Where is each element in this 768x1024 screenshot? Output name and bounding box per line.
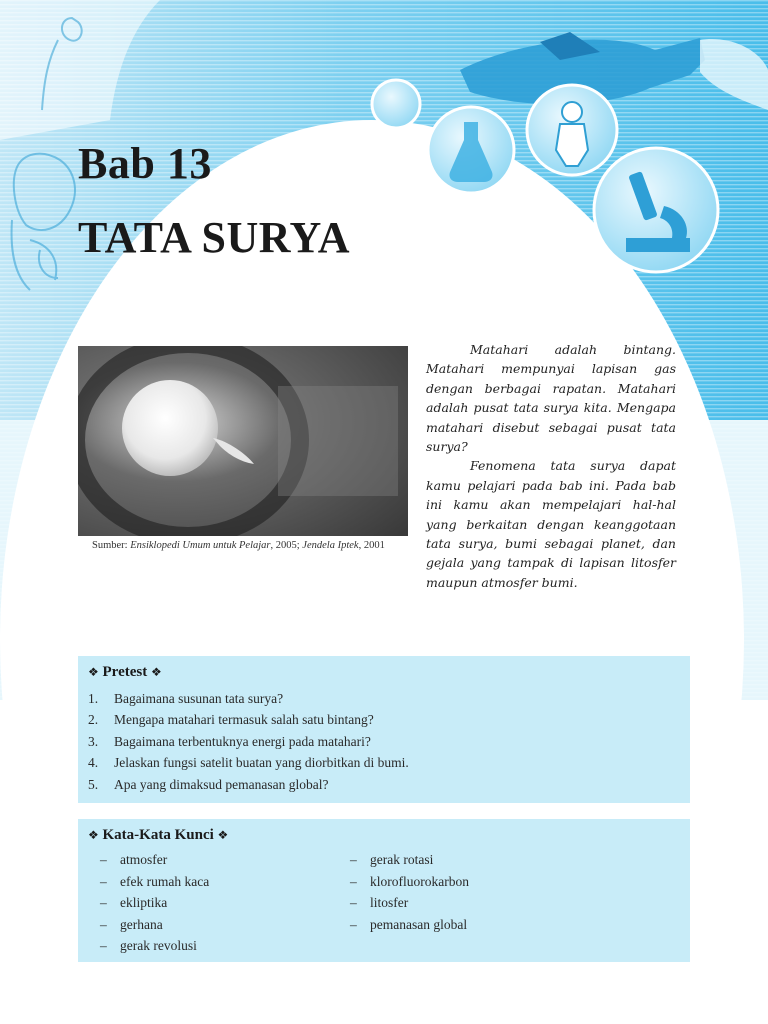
chapter-title: TATA SURYA [78,213,351,262]
flask-icon [428,107,514,193]
keywords-box [78,819,690,962]
list-item: – klorofluorokarbon [350,873,469,889]
astronaut-icon [527,85,617,175]
keywords-list-left [100,849,209,957]
list-item: 1. Bagaimana susunan tata surya? [88,691,284,706]
keywords-list-right [350,849,469,935]
intro-paragraph: Fenomena tata surya dapat kamu pelajari pada bab ini. Pada bab ini kamu akan mempelajari hal-hal yang berkaitan dengan keanggotaan tata surya, bumi sebagai planet, dan gejala yang tampak di lapisan litosfer maupun atmosfer bumi. [426,458,676,590]
list-item: – litosfer [350,895,409,911]
list-item: – gerak rotasi [350,852,434,867]
list-item: – efek rumah kaca [100,873,210,889]
diamond-icon: ❖ [217,828,229,842]
list-item: 2. Mengapa matahari termasuk salah satu bintang? [88,712,374,728]
pretest-list [88,688,409,795]
list-item: – gerak revolusi [100,938,197,954]
list-item: – gerhana [100,916,163,932]
figure-caption: Sumber: Ensiklopedi Umum untuk Pelajar, 2005; Jendela Iptek, 2001 [92,540,385,551]
list-item: – ekliptika [100,895,168,911]
caption-source-2: Jendela Iptek [302,540,359,551]
intro-text [426,340,676,592]
diamond-icon: ❖ [150,665,162,679]
list-item: 4. Jelaskan fungsi satelit buatan yang diorbitkan di bumi. [88,755,409,771]
pretest-heading: ❖ Pretest ❖ [88,664,162,680]
list-item: 3. Bagaimana terbentuknya energi pada matahari? [88,733,371,749]
pretest-box [78,656,690,803]
chapter-number: Bab 13 [78,139,212,188]
intro-paragraph: Matahari adalah bintang. Matahari mempunyai lapisan gas dengan berbagai rapatan. Matahari adalah pusat tata surya kita. Mengapa matahari disebut sebagai pusat tata surya? [426,342,676,455]
list-item: – pemanasan global [350,916,468,932]
sun-photo [78,346,408,536]
keywords-heading: ❖ Kata-Kata Kunci ❖ [88,827,229,843]
diamond-icon: ❖ [88,665,99,679]
microscope-icon [594,148,718,272]
list-item: – atmosfer [100,852,168,867]
diamond-icon: ❖ [88,828,99,842]
list-item: 5. Apa yang dimaksud pemanasan global? [88,776,329,792]
caption-source-1: Ensiklopedi Umum untuk Pelajar [130,540,271,551]
